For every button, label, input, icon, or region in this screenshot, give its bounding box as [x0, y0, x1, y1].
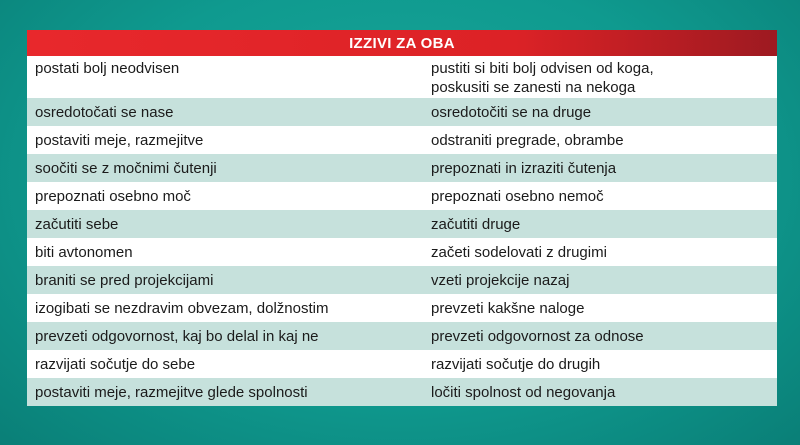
table-row	[27, 266, 777, 294]
table-row	[27, 322, 777, 350]
left-cell: postaviti meje, razmejitve	[35, 131, 204, 149]
right-cell-line: poskusiti se zanesti na nekoga	[431, 79, 636, 96]
right-cell-line: odstraniti pregrade, obrambe	[431, 131, 624, 149]
right-cell-line: pustiti si biti bolj odvisen od koga,	[431, 60, 654, 77]
left-cell: prevzeti odgovornost, kaj bo delal in kaj ne	[35, 327, 319, 345]
left-cell: biti avtonomen	[35, 243, 133, 261]
right-cell	[425, 350, 777, 378]
table-title: IZZIVI ZA OBA	[27, 30, 777, 56]
table-row	[27, 378, 777, 406]
right-cell-line: začeti sodelovati z drugimi	[431, 243, 607, 261]
right-cell	[425, 56, 777, 98]
right-cell	[425, 322, 777, 350]
right-cell-line: prevzeti odgovornost za odnose	[431, 327, 644, 345]
table-row	[27, 126, 777, 154]
right-cell-line: začutiti druge	[431, 215, 521, 233]
left-cell: braniti se pred projekcijami	[35, 271, 214, 289]
table-row	[27, 98, 777, 126]
left-cell: osredotočati se nase	[35, 103, 174, 121]
right-cell-line: ločiti spolnost od negovanja	[431, 383, 616, 401]
right-cell	[425, 98, 777, 126]
right-cell-line: prevzeti kakšne naloge	[431, 299, 585, 317]
left-cell: postati bolj neodvisen	[35, 60, 180, 77]
right-cell-line: prepoznati osebno nemoč	[431, 187, 604, 205]
table-body	[27, 56, 777, 420]
table-row	[27, 350, 777, 378]
table-row	[27, 294, 777, 322]
table-row	[27, 56, 777, 98]
right-cell	[425, 182, 777, 210]
right-cell	[425, 294, 777, 322]
right-cell	[425, 210, 777, 238]
left-cell: prepoznati osebno moč	[35, 187, 191, 205]
left-cell: razvijati sočutje do sebe	[35, 355, 196, 373]
right-cell-line: osredotočiti se na druge	[431, 103, 592, 121]
right-cell	[425, 126, 777, 154]
right-cell	[425, 378, 777, 406]
table-row	[27, 210, 777, 238]
left-cell: postaviti meje, razmejitve glede spolnosti	[35, 383, 308, 401]
table-row	[27, 154, 777, 182]
right-cell-line: prepoznati in izraziti čutenja	[431, 159, 617, 177]
right-cell	[425, 154, 777, 182]
left-cell: soočiti se z močnimi čutenji	[35, 159, 217, 177]
right-cell	[425, 238, 777, 266]
left-cell: začutiti sebe	[35, 215, 119, 233]
right-cell	[425, 266, 777, 294]
table-row	[27, 182, 777, 210]
right-cell-line: razvijati sočutje do drugih	[431, 355, 601, 373]
table-row	[27, 238, 777, 266]
left-cell: izogibati se nezdravim obvezam, dolžnostim	[35, 299, 329, 317]
right-cell-line: vzeti projekcije nazaj	[431, 271, 570, 289]
challenges-table	[27, 30, 777, 420]
